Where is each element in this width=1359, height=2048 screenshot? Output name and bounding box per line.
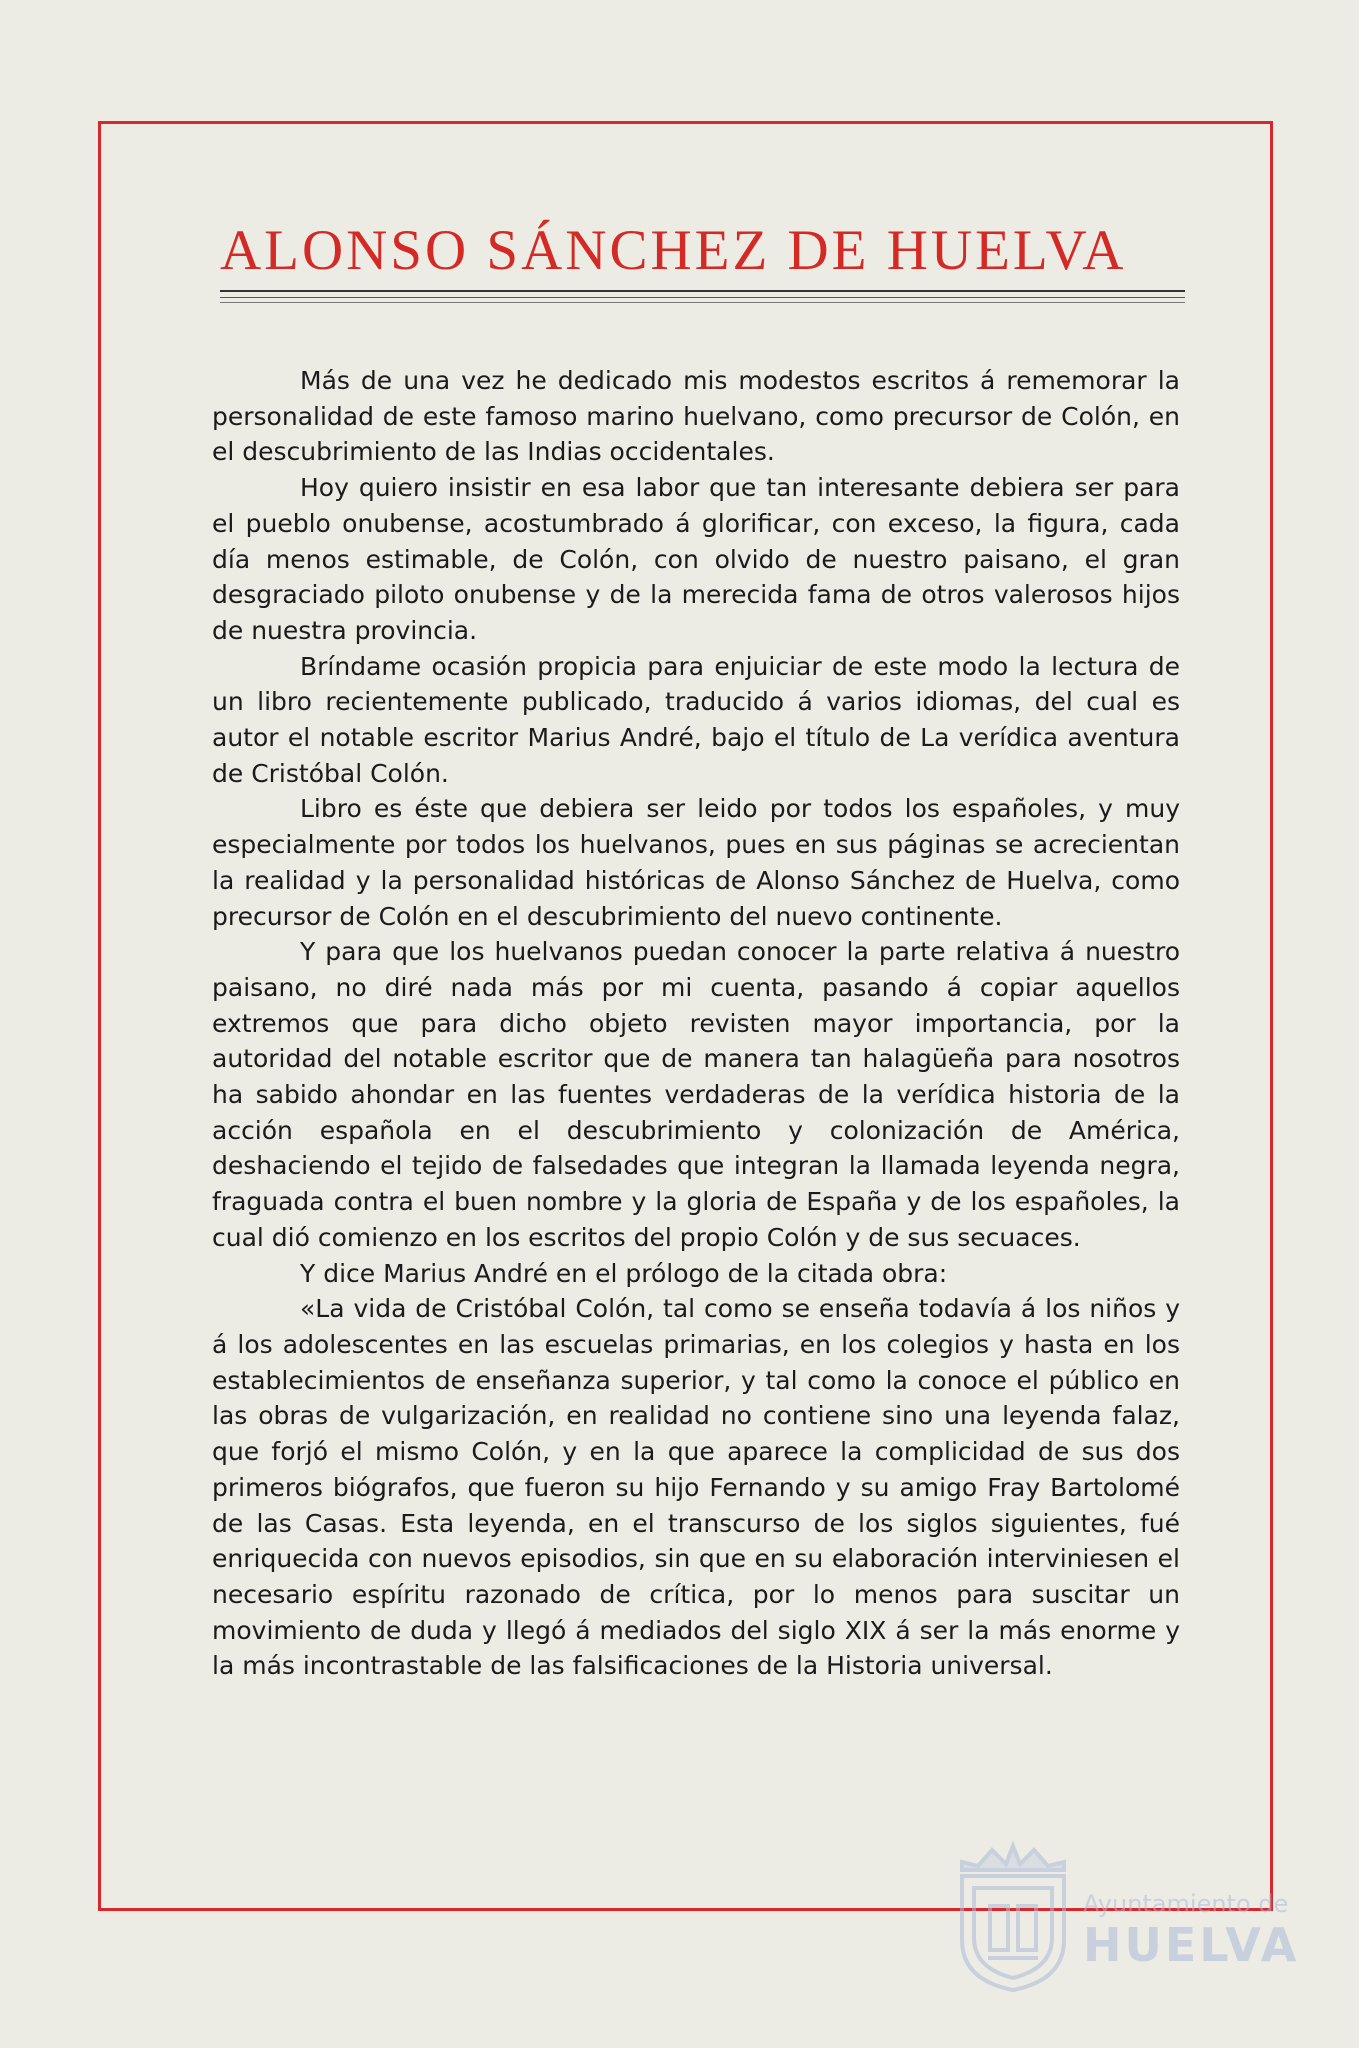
paragraph: Más de una vez he dedicado mis modestos escritos á rememorar la personalidad de este famoso marino huelvano, como precursor de Colón, en el descubrimiento de las Indias occidentales. (212, 366, 1180, 467)
coat-of-arms-icon (948, 1840, 1078, 1995)
watermark-logo (948, 1840, 1300, 1995)
article-body (212, 363, 1180, 1684)
watermark-city: HUELVA (1083, 1918, 1300, 1972)
paragraph: Y para que los huelvanos puedan conocer la parte relativa á nuestro paisano, no diré nada más por mi cuenta, pasando á copiar aquellos extremos que para dicho objeto revisten mayor importancia, por la autoridad del notable escritor que de manera tan halagüeña para nosotros ha sabido ahondar en las fuentes verdaderas de la verídica historia de la acción española en el descubrimiento y colonización de América, deshaciendo el tejido de falsedades que integran la llamada leyenda negra, fraguada contra el buen nombre y la gloria de España y de los españoles, la cual dió comienzo en los escritos del propio Colón y de sus secuaces. (212, 937, 1180, 1252)
paragraph: Hoy quiero insistir en esa labor que tan interesante debiera ser para el pueblo onubense, acostumbrado á glorificar, con exceso, la figura, cada día menos estimable, de Colón, con olvido de nuestro paisano, el gran desgraciado piloto onubense y de la merecida fama de otros valerosos hijos de nuestra provincia. (212, 473, 1180, 645)
title-underline (220, 302, 1185, 303)
title-underline (220, 290, 1185, 292)
quote-paragraph: «La vida de Cristóbal Colón, tal como se enseña todavía á los niños y á los adolescentes en las escuelas primarias, en los colegios y hasta en los establecimientos de enseñanza superior, y tal como la conoce el público en las obras de vulgarización, en realidad no contiene sino una leyenda falaz, que forjó el mismo Colón, y en la que aparece la complicidad de sus dos primeros biógrafos, que fueron su hijo Fernando y su amigo Fray Bartolomé de las Casas. Esta leyenda, en el transcurso de los siglos siguientes, fué enriquecida con nuevos episodios, sin que en su elaboración interviniesen el necesario espíritu razonado de crítica, por lo menos para suscitar un movimiento de duda y llegó á mediados del siglo XIX á ser la más enorme y la más incontrastable de las falsificaciones de la Historia universal. (212, 1294, 1180, 1681)
watermark-text: Ayuntamiento de (1083, 1890, 1289, 1918)
page-title: ALONSO SÁNCHEZ DE HUELVA (220, 219, 1127, 282)
paragraph: Y dice Marius André en el prólogo de la citada obra: (300, 1258, 948, 1288)
paragraph: Bríndame ocasión propicia para enjuiciar de este modo la lectura de un libro recientemente publicado, traducido á varios idiomas, del cual es autor el notable escritor Marius André, bajo el título de La verídica aventura de Cristóbal Colón. (212, 651, 1180, 788)
title-underline (220, 297, 1185, 298)
paragraph: Libro es éste que debiera ser leido por todos los españoles, y muy especialmente por todos los huelvanos, pues en sus páginas se acrecientan la realidad y la personalidad históricas de Alonso Sánchez de Huelva, como precursor de Colón en el descubrimiento del nuevo continente. (212, 794, 1180, 931)
